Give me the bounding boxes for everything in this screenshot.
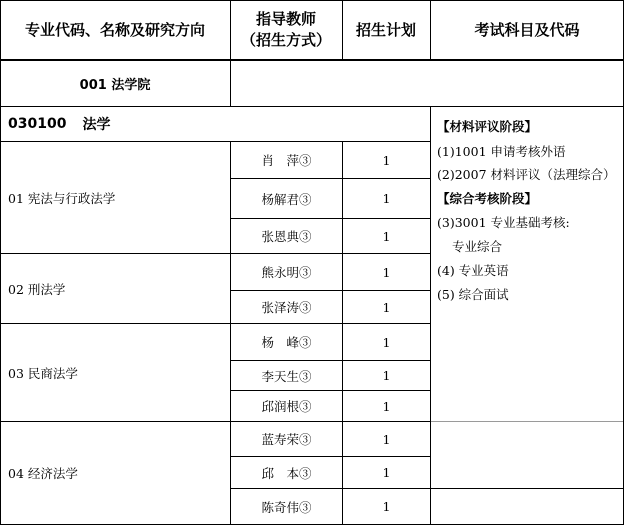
major-title — [8, 107, 308, 141]
header-supervisor — [230, 0, 342, 60]
header-plan: 招生计划 — [355, 20, 416, 39]
teacher-name: 张恩典③ — [261, 229, 312, 244]
exam-item: (2)2007 材料评议（法理综合） — [437, 167, 616, 182]
teacher-name: 杨 峰③ — [261, 335, 312, 350]
major-code: 030100 — [8, 116, 67, 132]
teacher-name: 陈奇伟③ — [261, 499, 312, 515]
teacher-name: 熊永明③ — [261, 265, 312, 280]
exam-item: (5) 综合面试 — [437, 287, 509, 302]
plan-count: 1 — [382, 368, 391, 383]
direction-label: 02 刑法学 — [8, 281, 66, 297]
header-exam: 考试科目及代码 — [474, 20, 580, 39]
exam-item: (4) 专业英语 — [437, 263, 509, 278]
plan-count: 1 — [382, 152, 391, 168]
direction-label: 01 宪法与行政法学 — [8, 190, 116, 206]
plan-count: 1 — [382, 228, 391, 244]
school-name: 001 法学院 — [79, 78, 151, 93]
exam-lower-line — [430, 488, 624, 489]
col-line — [430, 106, 431, 525]
direction-label: 04 经济法学 — [8, 466, 78, 481]
header-major: 专业代码、名称及研究方向 — [24, 20, 205, 39]
plan-count: 1 — [382, 264, 391, 280]
teacher-name: 张泽涛③ — [261, 300, 312, 315]
exam-stage-heading: 【材料评议阶段】 — [437, 119, 538, 134]
plan-count: 1 — [382, 398, 391, 414]
direction-label: 03 民商法学 — [8, 365, 78, 381]
header-supervisor-mode: （招生方式） — [240, 31, 331, 49]
plan-count: 1 — [382, 191, 391, 206]
teacher-name: 邱润根③ — [261, 399, 312, 414]
plan-count: 1 — [382, 465, 391, 480]
plan-count: 1 — [382, 499, 391, 514]
teacher-name: 李天生③ — [261, 368, 312, 384]
plan-count: 1 — [382, 431, 391, 447]
exam-item: (3)3001 专业基础考核: — [437, 215, 570, 230]
major-name: 法学 — [82, 117, 111, 133]
exam-stage-heading: 【综合考核阶段】 — [437, 191, 538, 206]
exam-divider-line — [430, 421, 624, 422]
exam-item: (1)1001 申请考核外语 — [437, 144, 566, 159]
teacher-name: 肖 萍③ — [261, 153, 312, 168]
plan-count: 1 — [382, 334, 391, 350]
header-supervisor-title: 指导教师 — [255, 10, 316, 28]
exam-item-sub: 专业综合 — [452, 239, 503, 254]
teacher-name: 杨解君③ — [261, 191, 312, 207]
plan-count: 1 — [382, 299, 391, 315]
teacher-name: 蓝寿荣③ — [261, 432, 312, 447]
teacher-name: 邱 本③ — [261, 465, 312, 481]
